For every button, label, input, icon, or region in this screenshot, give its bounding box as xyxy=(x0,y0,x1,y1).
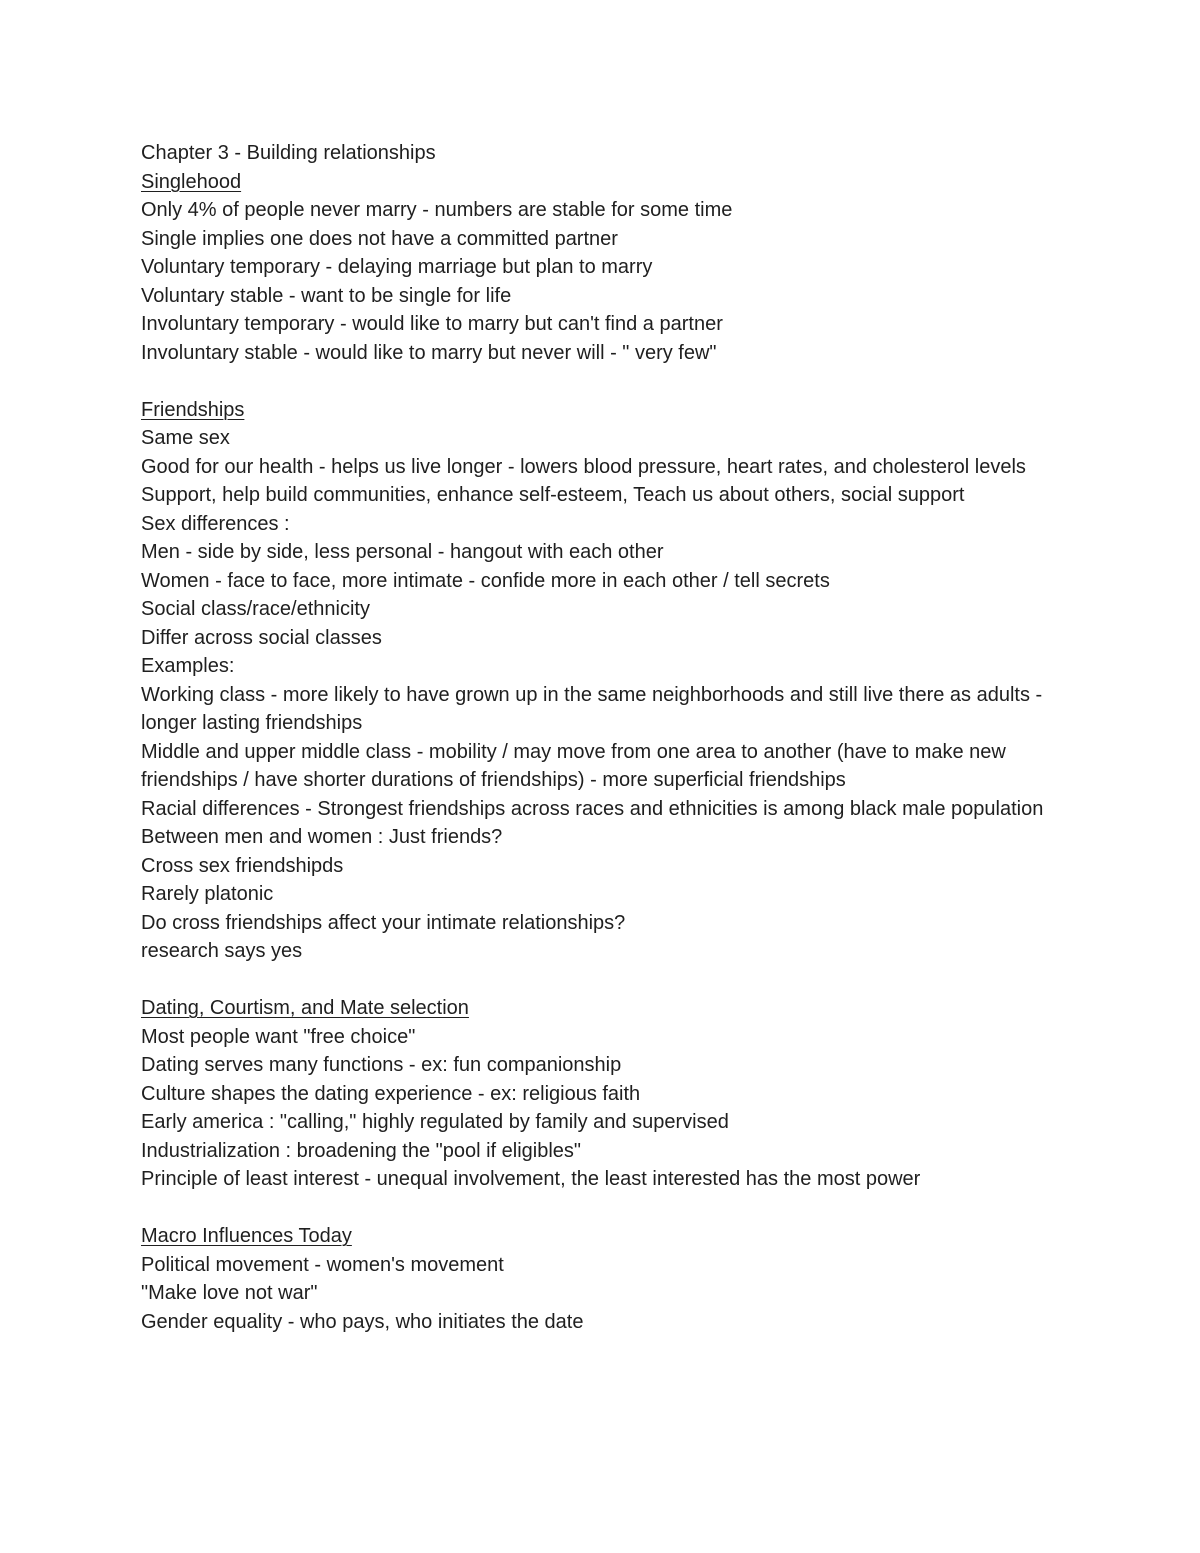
note-line: "Make love not war" xyxy=(141,1282,318,1304)
note-line: Industrialization : broadening the "pool if eligibles" xyxy=(141,1139,582,1162)
note-line: Early america : "calling," highly regulated by family and supervised xyxy=(141,1111,729,1133)
note-line: Most people want "free choice" xyxy=(141,1025,416,1048)
note-line: Differ across social classes xyxy=(141,626,382,649)
note-line: Middle and upper middle class - mobility / may move from one area to another (have to make new friendships / have shorter durations of friendships) - more superficial friendships xyxy=(141,740,1006,791)
note-line: Voluntary stable - want to be single for life xyxy=(141,284,512,307)
note-line: Involuntary stable - would like to marry but never will - " very few" xyxy=(141,341,717,364)
blank-line xyxy=(141,1194,1061,1223)
section-heading-singlehood: Singlehood xyxy=(141,170,242,193)
note-line: Men - side by side, less personal - hangout with each other xyxy=(141,541,664,563)
note-line: Culture shapes the dating experience - ex: religious faith xyxy=(141,1082,641,1105)
section-heading-friendships: Friendships xyxy=(141,398,245,421)
note-line: Working class - more likely to have grown up in the same neighborhoods and still live there as adults - longer lasting friendships xyxy=(141,683,1043,734)
note-line: Principle of least interest - unequal involvement, the least interested has the most power xyxy=(141,1168,921,1190)
note-line: Sex differences : xyxy=(141,512,290,535)
note-line: Women - face to face, more intimate - confide more in each other / tell secrets xyxy=(141,569,830,592)
note-line: Single implies one does not have a committed partner xyxy=(141,227,618,250)
note-line: Involuntary temporary - would like to marry but can't find a partner xyxy=(141,313,723,335)
chapter-title: Chapter 3 - Building relationships xyxy=(141,142,436,164)
note-line: Between men and women : Just friends? xyxy=(141,826,503,848)
note-line: Same sex xyxy=(141,427,230,449)
section-heading-dating: Dating, Courtism, and Mate selection xyxy=(141,997,469,1019)
blank-line xyxy=(141,966,1061,995)
note-line: Do cross friendships affect your intimate relationships? xyxy=(141,911,626,934)
note-line: Voluntary temporary - delaying marriage but plan to marry xyxy=(141,256,653,278)
note-line: Support, help build communities, enhance self-esteem, Teach us about others, social support xyxy=(141,484,965,506)
note-line: Gender equality - who pays, who initiates the date xyxy=(141,1310,584,1333)
note-line: Dating serves many functions - ex: fun companionship xyxy=(141,1054,622,1076)
note-line: Social class/race/ethnicity xyxy=(141,598,370,620)
note-line: Rarely platonic xyxy=(141,883,274,905)
note-line: Good for our health - helps us live longer - lowers blood pressure, heart rates, and cholesterol levels xyxy=(141,455,1026,478)
note-line: Examples: xyxy=(141,655,235,677)
note-line: Only 4% of people never marry - numbers are stable for some time xyxy=(141,199,733,221)
blank-line xyxy=(141,367,1061,396)
note-line: Cross sex friendshipds xyxy=(141,854,344,877)
note-line: Political movement - women's movement xyxy=(141,1253,504,1276)
section-heading-macro-influences: Macro Influences Today xyxy=(141,1225,352,1247)
note-line: Racial differences - Strongest friendships across races and ethnicities is among black male population xyxy=(141,797,1044,820)
note-line: research says yes xyxy=(141,940,303,962)
document-body xyxy=(141,139,1061,1336)
